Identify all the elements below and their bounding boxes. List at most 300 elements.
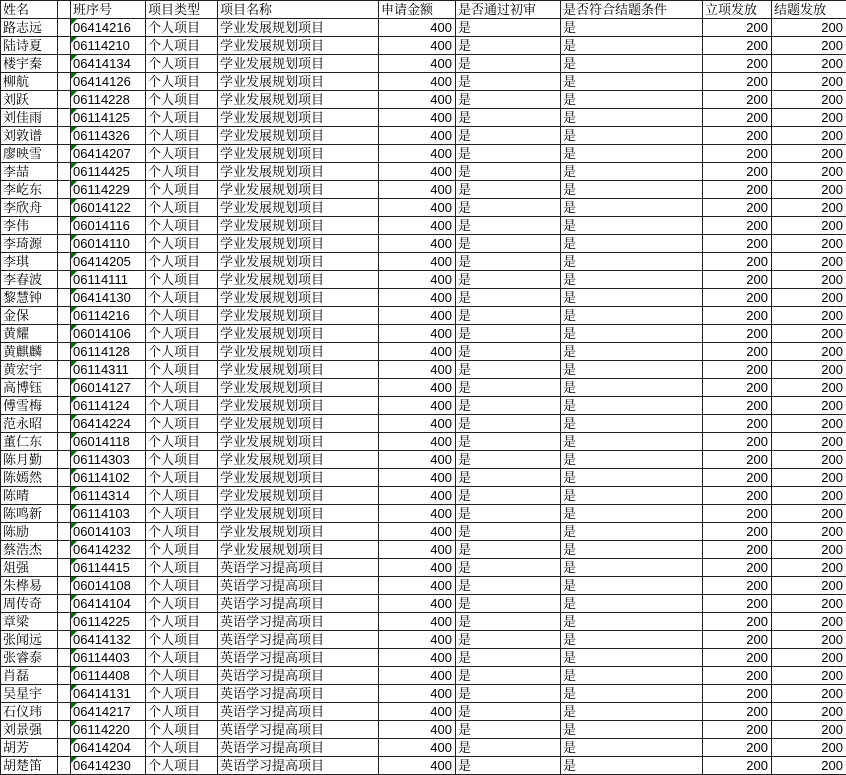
cell-class-id[interactable] — [71, 145, 146, 163]
cell-amount[interactable] — [379, 595, 456, 613]
cell-spacer[interactable] — [58, 667, 71, 685]
cell-initial-grant[interactable] — [703, 361, 772, 379]
cell-spacer[interactable] — [58, 235, 71, 253]
cell-initial-grant[interactable] — [703, 109, 772, 127]
cell-passed-review[interactable] — [456, 451, 561, 469]
cell-completion-eligible[interactable] — [561, 361, 703, 379]
cell-class-id[interactable] — [71, 649, 146, 667]
cell-spacer[interactable] — [58, 523, 71, 541]
cell-amount[interactable] — [379, 505, 456, 523]
cell-project-name[interactable] — [218, 55, 379, 73]
cell-name[interactable] — [1, 199, 58, 217]
cell-name[interactable] — [1, 433, 58, 451]
cell-completion-grant[interactable] — [772, 307, 846, 325]
cell-completion-grant[interactable] — [772, 721, 846, 739]
cell-project-name[interactable] — [218, 127, 379, 145]
cell-completion-grant[interactable] — [772, 253, 846, 271]
cell-class-id[interactable] — [71, 253, 146, 271]
cell-passed-review[interactable] — [456, 685, 561, 703]
cell-spacer[interactable] — [58, 595, 71, 613]
cell-completion-grant[interactable] — [772, 433, 846, 451]
cell-passed-review[interactable] — [456, 235, 561, 253]
cell-project-type[interactable] — [146, 451, 218, 469]
cell-completion-grant[interactable] — [772, 181, 846, 199]
cell-project-type[interactable] — [146, 361, 218, 379]
cell-amount[interactable] — [379, 253, 456, 271]
cell-project-name[interactable] — [218, 217, 379, 235]
cell-amount[interactable] — [379, 433, 456, 451]
header-name[interactable]: 姓名 — [1, 1, 58, 19]
cell-passed-review[interactable] — [456, 271, 561, 289]
cell-passed-review[interactable] — [456, 505, 561, 523]
cell-completion-grant[interactable] — [772, 55, 846, 73]
cell-name[interactable] — [1, 451, 58, 469]
cell-passed-review[interactable] — [456, 217, 561, 235]
cell-initial-grant[interactable] — [703, 163, 772, 181]
cell-class-id[interactable] — [71, 181, 146, 199]
cell-completion-grant[interactable] — [772, 631, 846, 649]
cell-initial-grant[interactable] — [703, 721, 772, 739]
cell-completion-eligible[interactable] — [561, 469, 703, 487]
cell-completion-eligible[interactable] — [561, 631, 703, 649]
cell-completion-eligible[interactable] — [561, 73, 703, 91]
cell-class-id[interactable] — [71, 685, 146, 703]
cell-amount[interactable] — [379, 415, 456, 433]
cell-class-id[interactable] — [71, 415, 146, 433]
cell-completion-eligible[interactable] — [561, 415, 703, 433]
cell-completion-grant[interactable] — [772, 145, 846, 163]
cell-spacer[interactable] — [58, 361, 71, 379]
cell-passed-review[interactable] — [456, 307, 561, 325]
cell-completion-eligible[interactable] — [561, 577, 703, 595]
cell-passed-review[interactable] — [456, 127, 561, 145]
cell-project-type[interactable] — [146, 163, 218, 181]
cell-class-id[interactable] — [71, 73, 146, 91]
cell-passed-review[interactable] — [456, 397, 561, 415]
cell-amount[interactable] — [379, 559, 456, 577]
cell-spacer[interactable] — [58, 271, 71, 289]
cell-class-id[interactable] — [71, 163, 146, 181]
cell-completion-grant[interactable] — [772, 451, 846, 469]
cell-name[interactable] — [1, 181, 58, 199]
cell-project-type[interactable] — [146, 235, 218, 253]
cell-name[interactable] — [1, 55, 58, 73]
cell-completion-eligible[interactable] — [561, 181, 703, 199]
cell-project-name[interactable] — [218, 19, 379, 37]
cell-project-type[interactable] — [146, 739, 218, 757]
cell-class-id[interactable] — [71, 451, 146, 469]
cell-completion-eligible[interactable] — [561, 217, 703, 235]
cell-spacer[interactable] — [58, 181, 71, 199]
cell-class-id[interactable] — [71, 721, 146, 739]
cell-completion-grant[interactable] — [772, 541, 846, 559]
cell-class-id[interactable] — [71, 127, 146, 145]
cell-completion-grant[interactable] — [772, 739, 846, 757]
cell-name[interactable] — [1, 685, 58, 703]
cell-class-id[interactable] — [71, 199, 146, 217]
header-completion-eligible[interactable]: 是否符合结题条件 — [561, 1, 703, 19]
cell-project-name[interactable] — [218, 631, 379, 649]
cell-project-type[interactable] — [146, 649, 218, 667]
cell-class-id[interactable] — [71, 343, 146, 361]
cell-completion-grant[interactable] — [772, 271, 846, 289]
cell-class-id[interactable] — [71, 109, 146, 127]
cell-name[interactable] — [1, 163, 58, 181]
cell-name[interactable] — [1, 343, 58, 361]
cell-initial-grant[interactable] — [703, 19, 772, 37]
cell-spacer[interactable] — [58, 397, 71, 415]
cell-initial-grant[interactable] — [703, 685, 772, 703]
cell-completion-eligible[interactable] — [561, 253, 703, 271]
cell-class-id[interactable] — [71, 271, 146, 289]
cell-amount[interactable] — [379, 73, 456, 91]
cell-completion-eligible[interactable] — [561, 685, 703, 703]
cell-passed-review[interactable] — [456, 631, 561, 649]
cell-amount[interactable] — [379, 397, 456, 415]
cell-amount[interactable] — [379, 163, 456, 181]
cell-name[interactable] — [1, 595, 58, 613]
cell-completion-grant[interactable] — [772, 649, 846, 667]
header-initial-grant[interactable]: 立项发放 — [703, 1, 772, 19]
cell-name[interactable] — [1, 235, 58, 253]
cell-completion-eligible[interactable] — [561, 55, 703, 73]
cell-amount[interactable] — [379, 685, 456, 703]
cell-spacer[interactable] — [58, 55, 71, 73]
cell-spacer[interactable] — [58, 325, 71, 343]
cell-amount[interactable] — [379, 541, 456, 559]
cell-initial-grant[interactable] — [703, 397, 772, 415]
cell-project-type[interactable] — [146, 631, 218, 649]
cell-name[interactable] — [1, 145, 58, 163]
cell-name[interactable] — [1, 325, 58, 343]
cell-completion-grant[interactable] — [772, 199, 846, 217]
cell-project-type[interactable] — [146, 703, 218, 721]
cell-amount[interactable] — [379, 181, 456, 199]
cell-completion-grant[interactable] — [772, 559, 846, 577]
cell-spacer[interactable] — [58, 613, 71, 631]
cell-initial-grant[interactable] — [703, 307, 772, 325]
cell-completion-grant[interactable] — [772, 613, 846, 631]
cell-spacer[interactable] — [58, 487, 71, 505]
cell-name[interactable] — [1, 379, 58, 397]
cell-completion-grant[interactable] — [772, 235, 846, 253]
cell-project-name[interactable] — [218, 487, 379, 505]
cell-completion-eligible[interactable] — [561, 397, 703, 415]
cell-spacer[interactable] — [58, 307, 71, 325]
cell-spacer[interactable] — [58, 109, 71, 127]
cell-completion-grant[interactable] — [772, 577, 846, 595]
cell-initial-grant[interactable] — [703, 433, 772, 451]
cell-class-id[interactable] — [71, 433, 146, 451]
cell-project-type[interactable] — [146, 415, 218, 433]
cell-project-name[interactable] — [218, 199, 379, 217]
cell-name[interactable] — [1, 523, 58, 541]
cell-project-name[interactable] — [218, 649, 379, 667]
cell-spacer[interactable] — [58, 469, 71, 487]
cell-initial-grant[interactable] — [703, 145, 772, 163]
cell-amount[interactable] — [379, 55, 456, 73]
cell-project-type[interactable] — [146, 181, 218, 199]
cell-project-name[interactable] — [218, 721, 379, 739]
cell-passed-review[interactable] — [456, 577, 561, 595]
cell-name[interactable] — [1, 739, 58, 757]
cell-amount[interactable] — [379, 721, 456, 739]
cell-spacer[interactable] — [58, 289, 71, 307]
cell-name[interactable] — [1, 577, 58, 595]
cell-initial-grant[interactable] — [703, 325, 772, 343]
cell-initial-grant[interactable] — [703, 73, 772, 91]
cell-passed-review[interactable] — [456, 73, 561, 91]
cell-project-name[interactable] — [218, 397, 379, 415]
cell-project-type[interactable] — [146, 271, 218, 289]
cell-completion-eligible[interactable] — [561, 757, 703, 775]
cell-completion-grant[interactable] — [772, 487, 846, 505]
cell-completion-eligible[interactable] — [561, 343, 703, 361]
cell-spacer[interactable] — [58, 757, 71, 775]
cell-completion-eligible[interactable] — [561, 451, 703, 469]
cell-project-name[interactable] — [218, 703, 379, 721]
cell-spacer[interactable] — [58, 505, 71, 523]
cell-project-name[interactable] — [218, 559, 379, 577]
cell-name[interactable] — [1, 217, 58, 235]
cell-passed-review[interactable] — [456, 91, 561, 109]
cell-completion-grant[interactable] — [772, 325, 846, 343]
cell-passed-review[interactable] — [456, 55, 561, 73]
cell-project-name[interactable] — [218, 757, 379, 775]
cell-amount[interactable] — [379, 109, 456, 127]
cell-class-id[interactable] — [71, 19, 146, 37]
cell-project-name[interactable] — [218, 289, 379, 307]
header-project-type[interactable]: 项目类型 — [146, 1, 218, 19]
cell-amount[interactable] — [379, 19, 456, 37]
cell-project-name[interactable] — [218, 37, 379, 55]
cell-spacer[interactable] — [58, 685, 71, 703]
cell-spacer[interactable] — [58, 649, 71, 667]
cell-passed-review[interactable] — [456, 289, 561, 307]
cell-class-id[interactable] — [71, 379, 146, 397]
cell-name[interactable] — [1, 469, 58, 487]
cell-class-id[interactable] — [71, 307, 146, 325]
cell-name[interactable] — [1, 289, 58, 307]
cell-initial-grant[interactable] — [703, 523, 772, 541]
cell-name[interactable] — [1, 127, 58, 145]
cell-project-name[interactable] — [218, 109, 379, 127]
cell-project-type[interactable] — [146, 289, 218, 307]
cell-passed-review[interactable] — [456, 199, 561, 217]
cell-completion-eligible[interactable] — [561, 487, 703, 505]
cell-spacer[interactable] — [58, 73, 71, 91]
cell-class-id[interactable] — [71, 757, 146, 775]
cell-initial-grant[interactable] — [703, 559, 772, 577]
cell-spacer[interactable] — [58, 451, 71, 469]
cell-initial-grant[interactable] — [703, 469, 772, 487]
cell-completion-eligible[interactable] — [561, 667, 703, 685]
cell-passed-review[interactable] — [456, 433, 561, 451]
cell-passed-review[interactable] — [456, 253, 561, 271]
cell-passed-review[interactable] — [456, 181, 561, 199]
cell-project-name[interactable] — [218, 271, 379, 289]
cell-completion-grant[interactable] — [772, 127, 846, 145]
cell-initial-grant[interactable] — [703, 667, 772, 685]
cell-initial-grant[interactable] — [703, 253, 772, 271]
cell-initial-grant[interactable] — [703, 487, 772, 505]
cell-project-type[interactable] — [146, 667, 218, 685]
cell-amount[interactable] — [379, 757, 456, 775]
cell-class-id[interactable] — [71, 289, 146, 307]
cell-passed-review[interactable] — [456, 163, 561, 181]
cell-completion-eligible[interactable] — [561, 91, 703, 109]
cell-spacer[interactable] — [58, 145, 71, 163]
cell-project-name[interactable] — [218, 667, 379, 685]
cell-class-id[interactable] — [71, 55, 146, 73]
cell-project-name[interactable] — [218, 433, 379, 451]
cell-class-id[interactable] — [71, 739, 146, 757]
cell-spacer[interactable] — [58, 379, 71, 397]
cell-amount[interactable] — [379, 577, 456, 595]
cell-spacer[interactable] — [58, 91, 71, 109]
cell-amount[interactable] — [379, 361, 456, 379]
cell-name[interactable] — [1, 253, 58, 271]
cell-amount[interactable] — [379, 703, 456, 721]
cell-project-type[interactable] — [146, 253, 218, 271]
cell-completion-eligible[interactable] — [561, 199, 703, 217]
cell-passed-review[interactable] — [456, 469, 561, 487]
cell-project-name[interactable] — [218, 739, 379, 757]
cell-spacer[interactable] — [58, 199, 71, 217]
cell-completion-eligible[interactable] — [561, 433, 703, 451]
cell-completion-grant[interactable] — [772, 667, 846, 685]
cell-name[interactable] — [1, 613, 58, 631]
cell-passed-review[interactable] — [456, 37, 561, 55]
cell-project-type[interactable] — [146, 595, 218, 613]
cell-project-type[interactable] — [146, 613, 218, 631]
cell-amount[interactable] — [379, 613, 456, 631]
cell-completion-grant[interactable] — [772, 217, 846, 235]
cell-name[interactable] — [1, 37, 58, 55]
cell-class-id[interactable] — [71, 631, 146, 649]
cell-project-name[interactable] — [218, 145, 379, 163]
cell-passed-review[interactable] — [456, 415, 561, 433]
cell-class-id[interactable] — [71, 487, 146, 505]
cell-project-type[interactable] — [146, 685, 218, 703]
cell-name[interactable] — [1, 541, 58, 559]
cell-class-id[interactable] — [71, 235, 146, 253]
cell-amount[interactable] — [379, 343, 456, 361]
cell-amount[interactable] — [379, 127, 456, 145]
cell-passed-review[interactable] — [456, 487, 561, 505]
cell-completion-grant[interactable] — [772, 685, 846, 703]
cell-amount[interactable] — [379, 37, 456, 55]
cell-passed-review[interactable] — [456, 667, 561, 685]
cell-passed-review[interactable] — [456, 145, 561, 163]
cell-amount[interactable] — [379, 631, 456, 649]
cell-completion-grant[interactable] — [772, 19, 846, 37]
cell-project-name[interactable] — [218, 379, 379, 397]
cell-completion-eligible[interactable] — [561, 271, 703, 289]
cell-passed-review[interactable] — [456, 595, 561, 613]
cell-project-name[interactable] — [218, 613, 379, 631]
cell-class-id[interactable] — [71, 37, 146, 55]
cell-project-name[interactable] — [218, 253, 379, 271]
cell-passed-review[interactable] — [456, 109, 561, 127]
cell-project-type[interactable] — [146, 559, 218, 577]
cell-completion-grant[interactable] — [772, 757, 846, 775]
cell-passed-review[interactable] — [456, 559, 561, 577]
cell-initial-grant[interactable] — [703, 505, 772, 523]
header-amount[interactable]: 申请金额 — [379, 1, 456, 19]
cell-project-type[interactable] — [146, 19, 218, 37]
cell-completion-eligible[interactable] — [561, 505, 703, 523]
cell-class-id[interactable] — [71, 397, 146, 415]
cell-initial-grant[interactable] — [703, 37, 772, 55]
cell-project-type[interactable] — [146, 487, 218, 505]
cell-completion-eligible[interactable] — [561, 145, 703, 163]
cell-class-id[interactable] — [71, 667, 146, 685]
cell-completion-eligible[interactable] — [561, 613, 703, 631]
cell-project-name[interactable] — [218, 343, 379, 361]
cell-amount[interactable] — [379, 271, 456, 289]
header-passed-review[interactable]: 是否通过初审 — [456, 1, 561, 19]
cell-initial-grant[interactable] — [703, 577, 772, 595]
cell-initial-grant[interactable] — [703, 613, 772, 631]
cell-initial-grant[interactable] — [703, 271, 772, 289]
cell-amount[interactable] — [379, 199, 456, 217]
header-class-id[interactable]: 班序号 — [71, 1, 146, 19]
cell-amount[interactable] — [379, 217, 456, 235]
cell-completion-grant[interactable] — [772, 379, 846, 397]
cell-passed-review[interactable] — [456, 19, 561, 37]
cell-initial-grant[interactable] — [703, 379, 772, 397]
cell-initial-grant[interactable] — [703, 631, 772, 649]
cell-initial-grant[interactable] — [703, 181, 772, 199]
cell-project-name[interactable] — [218, 685, 379, 703]
cell-passed-review[interactable] — [456, 361, 561, 379]
header-spacer[interactable] — [58, 1, 71, 19]
cell-spacer[interactable] — [58, 541, 71, 559]
cell-project-type[interactable] — [146, 343, 218, 361]
cell-initial-grant[interactable] — [703, 415, 772, 433]
cell-completion-eligible[interactable] — [561, 541, 703, 559]
cell-initial-grant[interactable] — [703, 649, 772, 667]
cell-project-name[interactable] — [218, 307, 379, 325]
cell-completion-eligible[interactable] — [561, 649, 703, 667]
cell-passed-review[interactable] — [456, 541, 561, 559]
cell-completion-eligible[interactable] — [561, 163, 703, 181]
cell-completion-eligible[interactable] — [561, 739, 703, 757]
cell-project-type[interactable] — [146, 37, 218, 55]
cell-passed-review[interactable] — [456, 523, 561, 541]
cell-completion-eligible[interactable] — [561, 721, 703, 739]
cell-project-type[interactable] — [146, 217, 218, 235]
cell-project-type[interactable] — [146, 523, 218, 541]
cell-completion-grant[interactable] — [772, 37, 846, 55]
cell-class-id[interactable] — [71, 577, 146, 595]
cell-spacer[interactable] — [58, 127, 71, 145]
cell-amount[interactable] — [379, 325, 456, 343]
cell-completion-grant[interactable] — [772, 289, 846, 307]
cell-completion-eligible[interactable] — [561, 595, 703, 613]
cell-initial-grant[interactable] — [703, 739, 772, 757]
cell-amount[interactable] — [379, 91, 456, 109]
cell-project-type[interactable] — [146, 379, 218, 397]
cell-completion-grant[interactable] — [772, 469, 846, 487]
cell-initial-grant[interactable] — [703, 217, 772, 235]
cell-amount[interactable] — [379, 235, 456, 253]
cell-name[interactable] — [1, 631, 58, 649]
cell-name[interactable] — [1, 397, 58, 415]
cell-name[interactable] — [1, 487, 58, 505]
cell-class-id[interactable] — [71, 505, 146, 523]
